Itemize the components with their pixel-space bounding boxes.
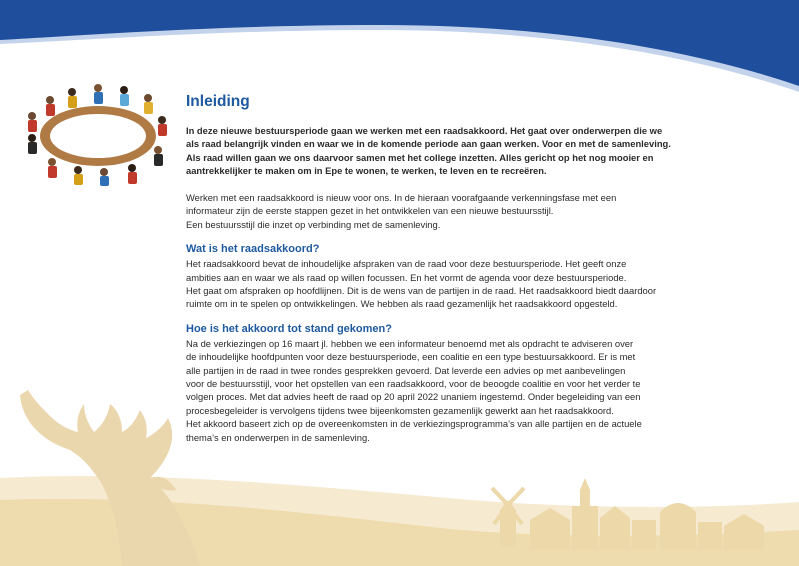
section-body-how: Na de verkiezingen op 16 maart jl. hebben we een informateur benoemd met als opdracht te adviseren over de inhoudelijke hoofdpunten voor deze bestuursperiode, een coalitie en een type bestuursakkoord. Er is met alle partijen in de raad in twee rondes gesprekken gevoerd. Dat leverde een advies op met aanbevelingen voor de bestuursstijl, voor het opstellen van een raadsakkoord, voor de beoogde coalitie en voor het verder te volgen proces. Met dat advies heeft de raad op 20 april 2022 unaniem ingestemd. Onder begeleiding van een procesbegeleider is vervolgens tijdens twee bijeenkomsten gezamenlijk gewerkt aan het raadsakkoord. Het akkoord baseert zich op de overeenkomsten in de verkiezingsprogramma’s van alle partijen en de actuele thema’s en onderwerpen in de samenleving. (186, 337, 642, 443)
council-meeting-illustration (20, 80, 174, 188)
section-body-what: Het raadsakkoord bevat de inhoudelijke afspraken van de raad voor deze bestuursperiode. Het geeft onze ambities aan en waar we als raad op willen focussen. En het vormt de agenda voor deze bestuursperiode. Het gaat om afspraken op hoofdlijnen. Dit is de wens van de partijen in de raad. Het raadsakkoord biedt daardoor ruimte om in te spelen op ontwikkelingen. We hebben als raad gezamenlijk het raadsakkoord opgesteld. (186, 258, 657, 310)
page-title: Inleiding (186, 93, 250, 110)
header-wave (0, 0, 799, 86)
section-heading-how: Hoe is het akkoord tot stand gekomen? (186, 322, 392, 335)
main-content (186, 93, 746, 444)
paragraph-new-style: Werken met een raadsakkoord is nieuw voor ons. In de hieraan voorafgaande verkenningsfase met een informateur zijn de eerste stappen gezet in het ontwikkelen van een nieuwe bestuursstijl. Een bestuursstijl die inzet op verbinding met de samenleving. (186, 192, 617, 230)
intro-paragraph: In deze nieuwe bestuursperiode gaan we werken met een raadsakkoord. Het gaat over onderwerpen die we als raad belangrijk vinden en waar we in de komende periode aan gaan werken. Voor en met de samenleving. Als raad willen gaan we ons daarvoor samen met het college inzetten. Alles gericht op het nog mooier en aantrekkelijker te maken om in Epe te wonen, te werken, te leven en te recreëren. (186, 125, 671, 177)
section-heading-what: Wat is het raadsakkoord? (186, 243, 320, 256)
